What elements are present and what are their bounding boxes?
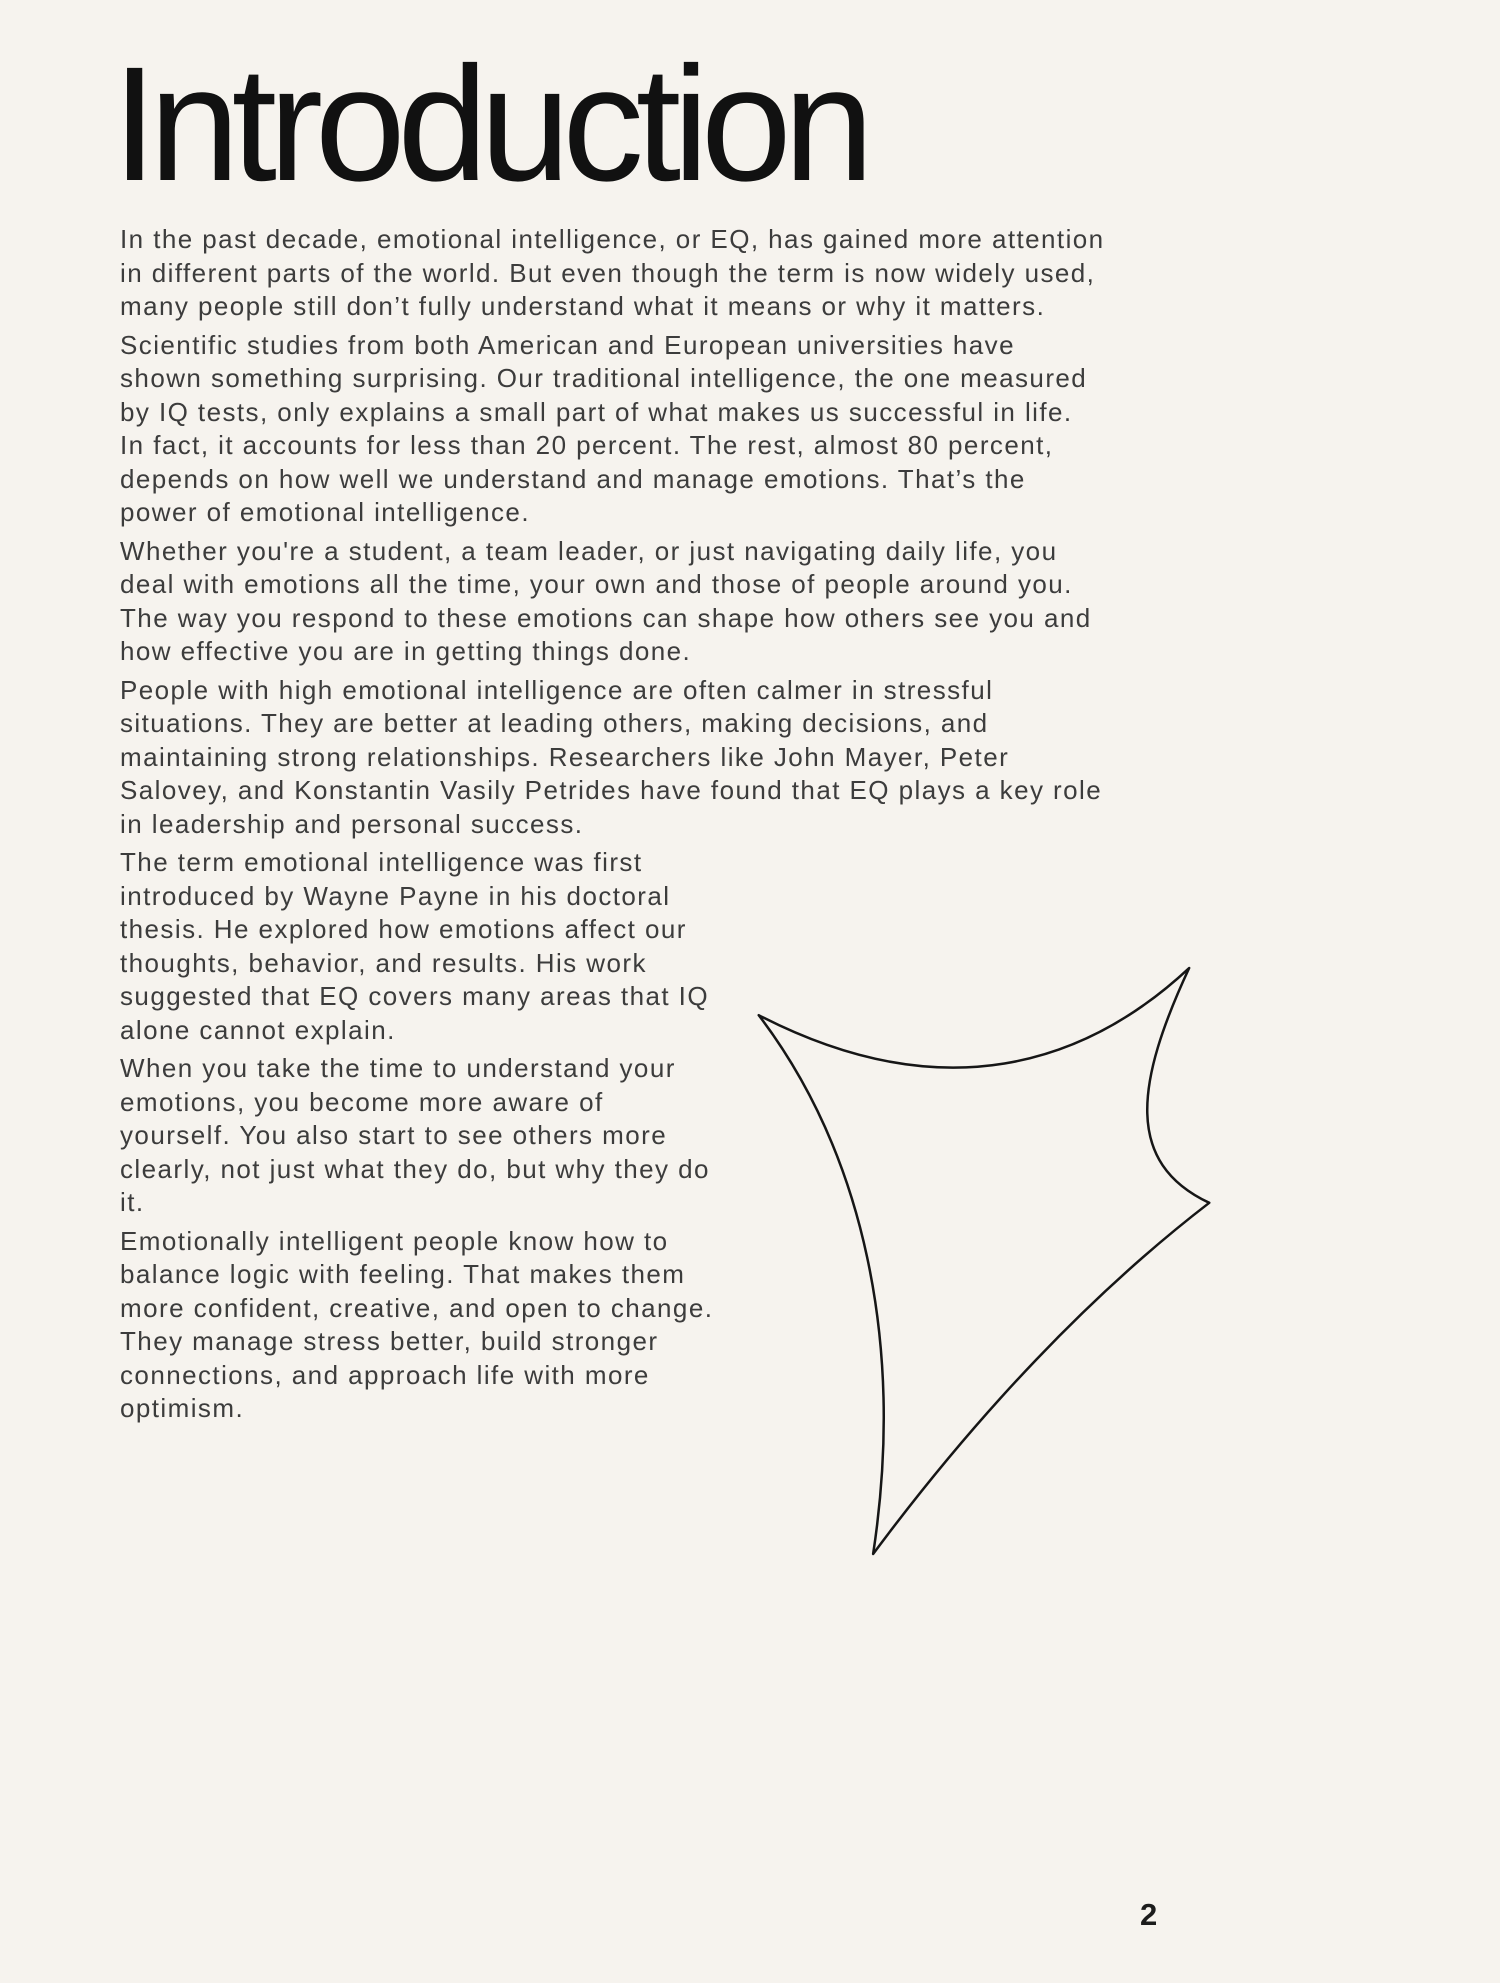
narrow-text-block [120, 846, 720, 1426]
paragraph: The term emotional intelligence was first introduced by Wayne Payne in his doctoral thesis. He explored how emotions affect our thoughts, behavior, and results. His work suggested that EQ covers many areas that IQ alone cannot explain. [120, 847, 709, 1045]
document-page [0, 32, 1500, 1983]
paragraph: When you take the time to understand your emotions, you become more aware of yourself. You also start to see others more clearly, not just what they do, but why they do it. [120, 1053, 710, 1217]
four-point-star-icon [752, 960, 1220, 1562]
paragraph: People with high emotional intelligence are often calmer in stressful situations. They are better at leading others, making decisions, and maintaining strong relationships. Researchers like John Mayer, Peter Salovey, and Konstantin Vasily Petrides have found that EQ plays a key role in leadership and personal success. [120, 674, 1103, 839]
page-number: 2 [1140, 1897, 1158, 1932]
paragraph: In the past decade, emotional intelligence, or EQ, has gained more attention in different parts of the world. But even though the term is now widely used, many people still don’t fully understand what it means or why it matters. [120, 224, 1105, 321]
paragraph: Whether you're a student, a team leader, or just navigating daily life, you deal with emotions all the time, your own and those of people around you. The way you respond to these emotions can shape how others see you and how effective you are in getting things done. [120, 535, 1092, 666]
paragraph: Emotionally intelligent people know how to balance logic with feeling. That makes them more confident, creative, and open to change. They manage stress better, build stronger connections, and approach life with more optimism. [120, 1225, 714, 1423]
page-title: Introduction [112, 32, 866, 215]
paragraph: Scientific studies from both American and European universities have shown something surprising. Our traditional intelligence, the one measured by IQ tests, only explains a small part of what makes us successful in life. In fact, it accounts for less than 20 percent. The rest, almost 80 percent, depends on how well we understand and manage emotions. That’s the power of emotional intelligence. [120, 329, 1088, 527]
intro-text-block [120, 223, 1105, 841]
